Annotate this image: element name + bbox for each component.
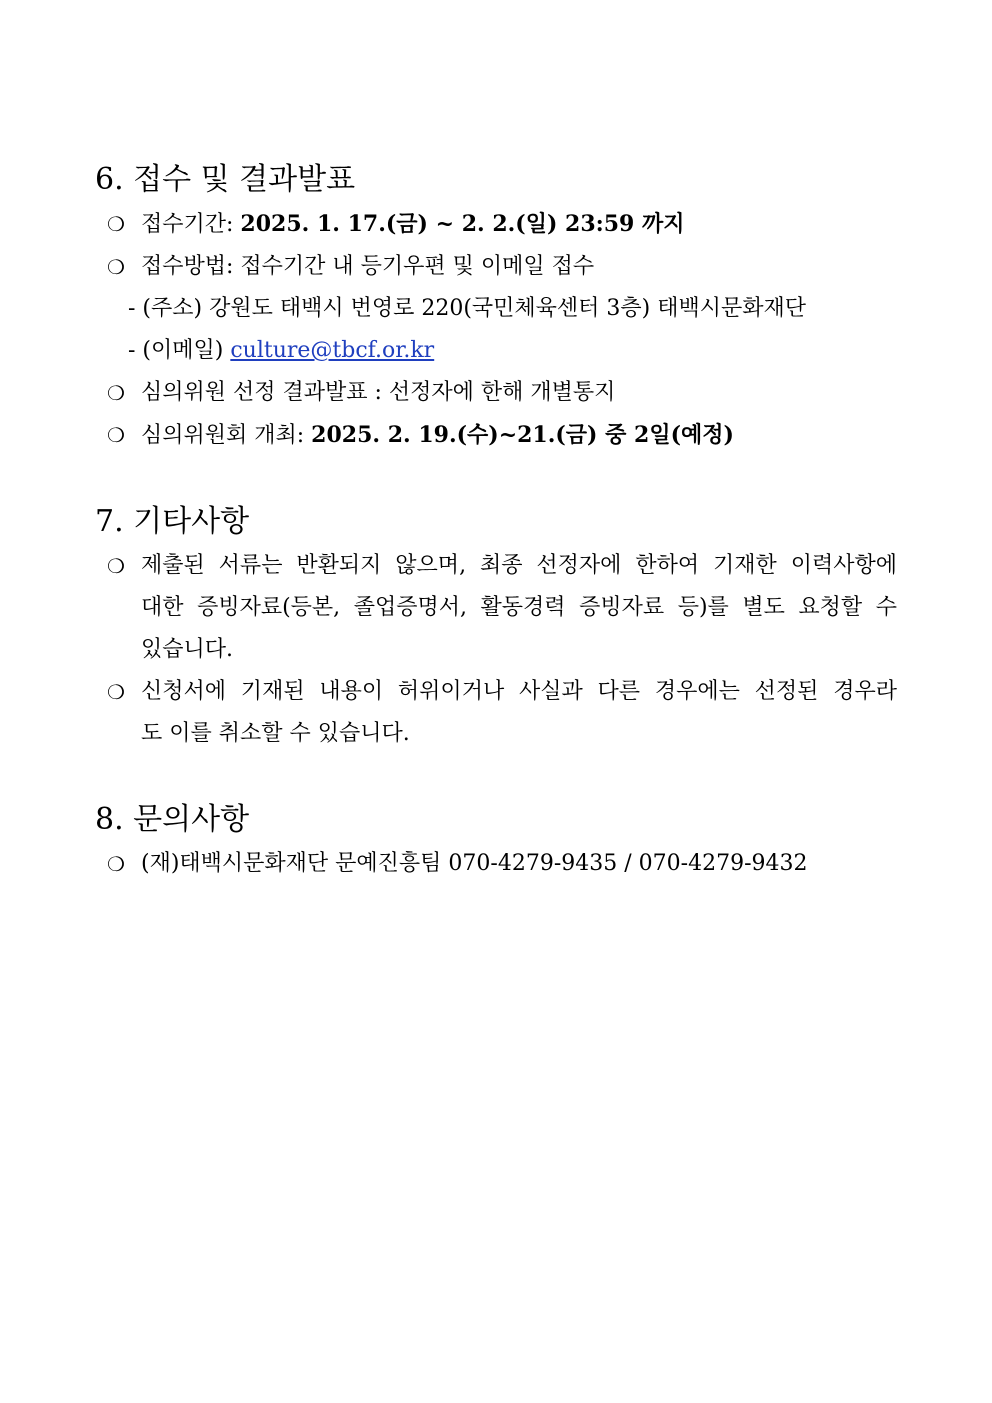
notice-item-2-text-1: 신청서에 기재된 내용이 허위이거나 사실과 다른 경우에는 선정된 경우라 bbox=[141, 679, 897, 704]
notice-item-1-line-1 bbox=[95, 545, 897, 587]
reception-method-text: 접수방법: 접수기간 내 등기우편 및 이메일 접수 bbox=[141, 254, 595, 279]
email-label: - (이메일) bbox=[128, 338, 231, 363]
section-7 bbox=[95, 502, 897, 755]
committee-meeting-value: 2025. 2. 19.(수)~21.(금) 중 2일(예정) bbox=[311, 422, 734, 448]
circle-bullet-icon: ❍ bbox=[107, 255, 125, 279]
notice-item-1-text-1: 제출된 서류는 반환되지 않으며, 최종 선정자에 한하여 기재한 이력사항에 bbox=[141, 553, 897, 578]
circle-bullet-icon: ❍ bbox=[107, 680, 125, 704]
section-8 bbox=[95, 800, 897, 885]
notice-item-1-line-3 bbox=[95, 629, 897, 671]
circle-bullet-icon: ❍ bbox=[107, 381, 125, 405]
email-line bbox=[95, 330, 897, 372]
result-announcement-text: 심의위원 선정 결과발표 : 선정자에 한해 개별통지 bbox=[141, 380, 616, 405]
section-6-heading: 6. 접수 및 결과발표 bbox=[95, 162, 356, 197]
email-link[interactable]: culture@tbcf.or.kr bbox=[230, 338, 435, 363]
reception-period-value: 2025. 1. 17.(금) ~ 2. 2.(일) 23:59 까지 bbox=[240, 211, 685, 237]
notice-item-1-line-2 bbox=[95, 587, 897, 629]
notice-item-2-line-1 bbox=[95, 671, 897, 713]
circle-bullet-icon: ❍ bbox=[107, 554, 125, 578]
reception-method bbox=[95, 246, 897, 288]
result-announcement bbox=[95, 372, 897, 414]
reception-period-label: 접수기간: bbox=[141, 212, 241, 237]
section-6 bbox=[95, 160, 897, 457]
address-line bbox=[95, 288, 897, 330]
contact-text: (재)태백시문화재단 문예진흥팀 070-4279-9435 / 070-4279-9432 bbox=[141, 851, 808, 876]
section-8-heading: 8. 문의사항 bbox=[95, 802, 250, 837]
circle-bullet-icon: ❍ bbox=[107, 852, 125, 876]
contact-line bbox=[95, 843, 897, 885]
notice-item-1-text-2: 대한 증빙자료(등본, 졸업증명서, 활동경력 증빙자료 등)를 별도 요청할 수 bbox=[141, 595, 897, 620]
section-7-heading: 7. 기타사항 bbox=[95, 504, 250, 539]
notice-item-2-line-2 bbox=[95, 713, 897, 755]
committee-meeting bbox=[95, 414, 897, 457]
notice-item-2-text-2: 도 이를 취소할 수 있습니다. bbox=[141, 721, 410, 746]
reception-period bbox=[95, 203, 897, 246]
circle-bullet-icon: ❍ bbox=[107, 212, 125, 236]
committee-meeting-label: 심의위원회 개최: bbox=[141, 423, 312, 448]
circle-bullet-icon: ❍ bbox=[107, 423, 125, 447]
address-text: - (주소) 강원도 태백시 번영로 220(국민체육센터 3층) 태백시문화재단 bbox=[128, 296, 807, 321]
notice-item-1-text-3: 있습니다. bbox=[141, 637, 234, 662]
